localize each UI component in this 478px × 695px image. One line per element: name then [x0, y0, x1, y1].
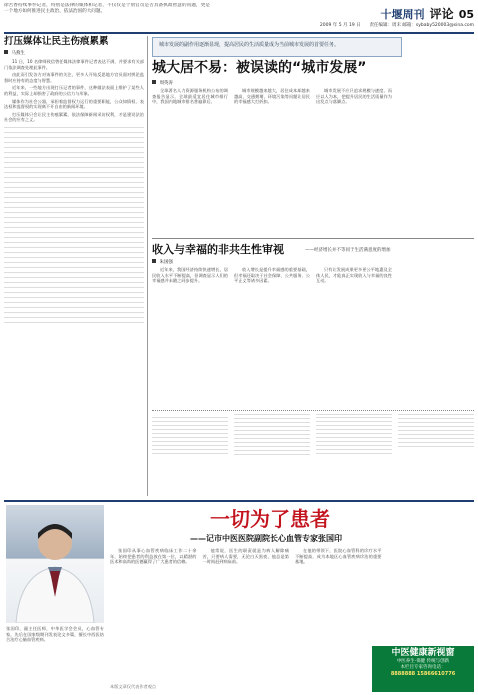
top-intro: 徐苦香持续事件记者，特别是法律的媒体和记者，不仅仅是个别官员是否具备执政智慧的问题，更是一个地方如何推进民主政治、依法治国的大问题。: [4, 3, 210, 14]
mid-para-1: 近年来，我国经济持续快速增长，居民收入水平不断提高，但调查显示人们的幸福感并未随之同步提升。: [152, 267, 228, 284]
top-article-divider: [152, 238, 474, 239]
left-para-5: 打压媒体只会让民主伤痕累累，依法保障新闻采访权利，才是建设法治社会的应有之义。: [4, 111, 144, 123]
mid-para-2: 收入增长是提升幸福感的重要基础，但幸福还取决于社会保障、公共服务、公平正义等诸多因素。: [234, 267, 310, 284]
issue-date: 2009 年 5 月 19 日: [319, 23, 361, 28]
bottom-article-text: [110, 548, 382, 565]
left-para-3: 近年来，一些地方出现打压记者的事件，这种做法表面上维护了某些人的利益，实际上却损害了政府的公信力与形象。: [4, 85, 144, 96]
byline-mark-icon: [152, 80, 156, 84]
mid-para-3: 只有让发展成果更多更公平地惠及全体人民，才能真正实现收入与幸福的良性互动。: [316, 267, 392, 284]
mid-article-text: [152, 267, 392, 284]
footer-note-text: 本版文章仅代表作者观点: [110, 684, 157, 689]
left-article-byline-wrap: [4, 50, 144, 56]
mid-article-subtitle: ——经济增长并不等同于生活满意度的增加: [305, 248, 391, 253]
bottom-para-2: 他常说，医生的职责就是为病人解除痛苦，只要病人需要，无论白天黑夜，他总是第一时间赶到病床前。: [202, 548, 289, 565]
filler-lines: [4, 127, 144, 323]
doctor-photo: [6, 505, 104, 623]
byline-mark-icon: [152, 259, 156, 263]
health-ad: [372, 646, 474, 692]
top-para-1: 全球著名人力资源服务机构公布的调查报告显示，全球最适宜居住城市排行中，我国内地城市排名普遍靠后。: [152, 88, 228, 105]
continued-columns: [152, 414, 474, 494]
date-line: [218, 22, 474, 28]
top-article-text: [152, 88, 392, 105]
left-column-divider: [147, 36, 148, 496]
top-article-title: 城大居不易：被误读的“城市发展”: [152, 60, 367, 76]
bottom-para-3: 在他的带领下，医院心血管科的诊疗水平不断提高，成为本地区心血管疾病诊治的重要基地。: [295, 548, 382, 565]
top-article-quote: [152, 37, 402, 57]
ad-title: 中医健康新视窗: [391, 648, 455, 658]
mid-article-body: [152, 267, 474, 407]
mid-article-title: 收入与幸福的非共生性审视: [152, 243, 284, 256]
doctor-portrait-icon: [6, 505, 104, 623]
mid-article-byline: 朱国强: [159, 260, 173, 265]
bottom-subtitle: ——记市中医医院副院长心血管专家张国印: [190, 534, 342, 543]
photo-caption: 张国印，副主任医师，中华医学会会员，心血管专家，先后在国家级期刊发表论文多篇，擅长中西医结合治疗心脑血管疾病。: [6, 626, 104, 643]
bottom-article-body: [110, 548, 474, 642]
top-article-body: [152, 88, 474, 236]
top-intro-text: [4, 3, 210, 33]
bottom-para-1: 张国印从事心血管疾病临床工作二十余年，始终把患者的利益放在第一位，以精湛的医术和高尚的医德赢得了广大患者的信赖。: [110, 548, 197, 565]
bottom-section-rule: [4, 500, 474, 502]
left-para-4: 媒体作为社会公器，承担着监督权力运行的重要职能，公众知情权、表达权和监督权的实现离不开自由的新闻环境。: [4, 98, 144, 110]
masthead-page: 05: [458, 8, 474, 21]
top-para-2: 城市规模越来越大，居住成本却越来越高，交通拥堵、环境污染等问题让居民的幸福感大打折扣。: [234, 88, 310, 105]
continued-lines: [152, 414, 474, 455]
footer-note: [110, 684, 368, 690]
top-article-byline: 周英涛: [159, 81, 173, 86]
left-article-title: 打压媒体让民主伤痕累累: [4, 36, 109, 47]
left-article-body: [4, 59, 144, 499]
masthead-title: 十堰周刊: [380, 8, 425, 21]
mid-article-byline-wrap: [152, 259, 173, 265]
byline-mark-icon: [4, 50, 8, 54]
left-article-byline: 马燕生: [11, 51, 25, 56]
ad-subtitle: 中医养生·保健 传统与创新: [396, 659, 450, 664]
left-para-2: 由此而引发各方对该事件的关注，更多人开始反思地方官员面对舆论监督时应持有的态度与智慧。: [4, 72, 144, 83]
top-para-3: 城市发展不应只追求规模与速度，而应以人为本，把提升居民的生活质量作为出发点与落脚点。: [316, 88, 392, 105]
left-para-1: 11 日，10 名律师致信曾任媒体法律事件记者表达不满，并要求有关部门依法调查处理此事件。: [4, 59, 144, 70]
ad-phone: 8888888 15866610776: [390, 671, 456, 677]
masthead: [300, 3, 474, 23]
mid-article-divider: [152, 410, 474, 411]
top-article-quote-text: 城市发展的副作用逐渐显现，提高居民的生活质量成为当前城市发展的首要任务。: [159, 42, 340, 48]
left-article: [4, 36, 144, 496]
top-article-byline-wrap: [152, 80, 173, 86]
bottom-title: 一切为了患者: [210, 507, 330, 531]
ad-extra: 本栏目专家咨询电话：: [400, 665, 446, 670]
header-rule: [4, 32, 474, 34]
masthead-section: 评论: [429, 7, 454, 21]
editor-info: 责任编辑：周未 邮箱：sybaby520003@sina.com: [369, 23, 474, 28]
